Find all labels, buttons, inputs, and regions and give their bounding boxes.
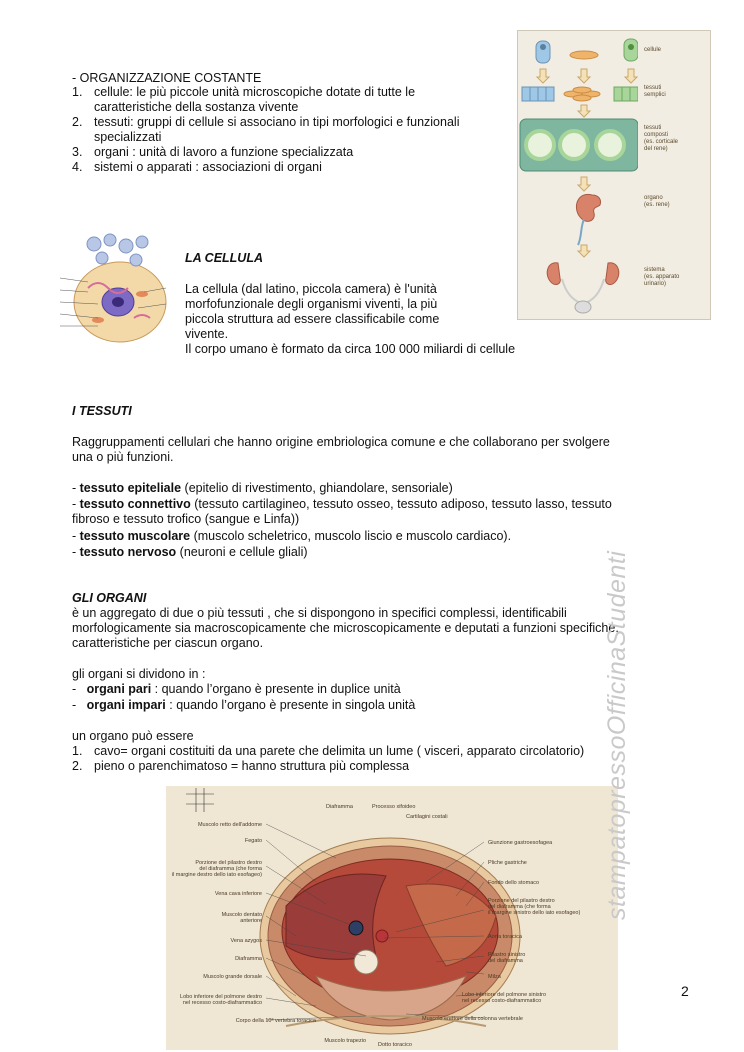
paragraph-line: La cellula (dal latino, piccola camera) è l'unità	[185, 282, 437, 296]
abdomen-cross-section-figure	[166, 786, 618, 1050]
figure-label: Vena cava inferiore	[214, 891, 262, 897]
figure-label: Muscolo trapezio	[324, 1038, 366, 1044]
cell-illustration	[58, 232, 168, 344]
list-number: 1.	[72, 85, 83, 99]
figure-label: Diaframma	[235, 956, 262, 962]
figure-label: del diaframma	[488, 958, 523, 964]
list-item: caratteristiche della sostanza vivente	[94, 100, 299, 114]
list-item: specializzati	[94, 130, 162, 144]
figure-label: sistema (es. apparato urinario)	[644, 267, 680, 287]
figure-label: Corpo della 10ª vertebra toracica	[235, 1018, 316, 1024]
list-item: - tessuto connettivo (tessuto cartilagineo, tessuto osseo, tessuto adiposo, tessuto lasso, tessuto	[72, 497, 612, 511]
paragraph-line: morfofunzionale degli organismi viventi, la più	[185, 297, 438, 311]
figure-label: Vena azygos	[230, 938, 262, 944]
organs-definition: morfologicamente sia macroscopicamente che microscopicamente e deputati a funzioni specifiche,	[72, 621, 619, 635]
organs-definition: è un aggregato di due o più tessuti , che si dispongono in specifici complessi, identificabili	[72, 606, 567, 620]
figure-label: Lobo inferiore del polmone sinistro	[462, 992, 547, 998]
paragraph-line: vivente.	[185, 327, 229, 341]
watermark: stampatopressoOfficinaStudenti	[603, 550, 631, 920]
figure-label: Dotto toracico	[378, 1042, 412, 1048]
organs-division-intro: gli organi si dividono in :	[72, 667, 206, 681]
organs-types-intro: un organo può essere	[72, 729, 194, 743]
paragraph-line: piccola struttura ad essere classificabile come	[185, 312, 440, 326]
figure-label: Muscolo retto dell'addome	[197, 822, 262, 828]
list-item: - tessuto muscolare (muscolo scheletrico, muscolo liscio e muscolo cardiaco).	[72, 529, 512, 543]
figure-label: Muscolo grande dorsale	[203, 974, 262, 980]
figure-label: Milza	[488, 974, 501, 980]
organs-title: GLI ORGANI	[72, 591, 147, 605]
list-item-continuation: fibroso e tessuto trofico (sangue e Linfa))	[72, 512, 300, 526]
tissues-intro: Raggruppamenti cellulari che hanno origine embriologica comune e che collaborano per svolgere	[72, 435, 610, 449]
figure-label: del diaframma (che forma	[199, 866, 262, 872]
figure-label: tessuti semplici	[644, 85, 666, 98]
figure-label: Muscolo dentato	[221, 912, 262, 918]
figure-label: anteriore	[240, 918, 262, 924]
figure-label: Giunzione gastroesofagea	[488, 840, 553, 846]
list-number: 4.	[72, 160, 83, 174]
figure-label: Pilastro sinistro	[488, 952, 526, 958]
list-item: - tessuto epiteliale (epitelio di rivestimento, ghiandolare, sensoriale)	[72, 481, 453, 495]
figure-label: Fondo dello stomaco	[488, 880, 540, 886]
figure-label: Porzione del pilastro destro	[195, 860, 262, 866]
cell-title: LA CELLULA	[185, 251, 263, 265]
list-item: cellule: le più piccole unità microscopiche dotate di tutte le	[94, 85, 416, 99]
list-item: - organi pari : quando l’organo è presente in duplice unità	[72, 682, 401, 696]
paragraph-line: Il corpo umano è formato da circa 100 000 miliardi di cellule	[185, 342, 516, 356]
list-item: organi : unità di lavoro a funzione specializzata	[94, 145, 354, 159]
list-number: 1.	[72, 744, 83, 758]
figure-label: Aorta toracica	[488, 934, 522, 940]
figure-label: Processo xifoideo	[372, 804, 416, 810]
figure-label: nel recesso costo-diaframmatico	[182, 1000, 262, 1006]
list-number: 2.	[72, 115, 83, 129]
list-item: - tessuto nervoso (neuroni e cellule gliali)	[72, 545, 308, 559]
figure-label: il margine destro dello iato esofageo)	[171, 872, 262, 878]
list-number: 3.	[72, 145, 83, 159]
figure-label: Lobo inferiore del polmone destro	[180, 994, 262, 1000]
figure-label: Fegato	[244, 838, 262, 844]
figure-label: Muscolo erettore della colonna vertebrale	[422, 1016, 523, 1022]
figure-label: Cartilagini costali	[406, 814, 448, 820]
list-item: pieno o parenchimatoso = hanno struttura più complessa	[94, 759, 410, 773]
organs-definition: caratteristiche per ciascun organo.	[72, 636, 264, 650]
list-item: - organi impari : quando l’organo è presente in singola unità	[72, 698, 416, 712]
list-item: sistemi o apparati : associazioni di organi	[94, 160, 322, 174]
figure-label: il margine sinistro dello iato esofageo)	[488, 910, 581, 916]
figure-label: cellule	[644, 47, 662, 53]
figure-label: Pliche gastriche	[488, 860, 527, 866]
page-number: 2	[681, 983, 689, 999]
levels-illustration	[518, 31, 638, 319]
list-item: tessuti: gruppi di cellule si associano in tipi morfologici e funzionali	[94, 115, 460, 129]
tissues-title: I TESSUTI	[72, 404, 132, 418]
figure-label: organo (es. rene)	[644, 195, 670, 208]
figure-label: Diaframma	[326, 804, 353, 810]
list-number: 2.	[72, 759, 83, 773]
figure-label: del diaframma (che forma	[488, 904, 551, 910]
organization-heading: - ORGANIZZAZIONE COSTANTE	[72, 71, 262, 85]
figure-label: nel recesso costo-diaframmatico	[462, 998, 542, 1004]
figure-label: tessuti composti (es. corticale del rene)	[644, 125, 679, 152]
list-item: cavo= organi costituiti da una parete che delimita un lume ( visceri, apparato circolatorio)	[94, 744, 585, 758]
figure-label: Porzione del pilastro destro	[488, 898, 555, 904]
tissues-intro: una o più funzioni.	[72, 450, 174, 464]
organization-levels-figure	[517, 30, 711, 320]
